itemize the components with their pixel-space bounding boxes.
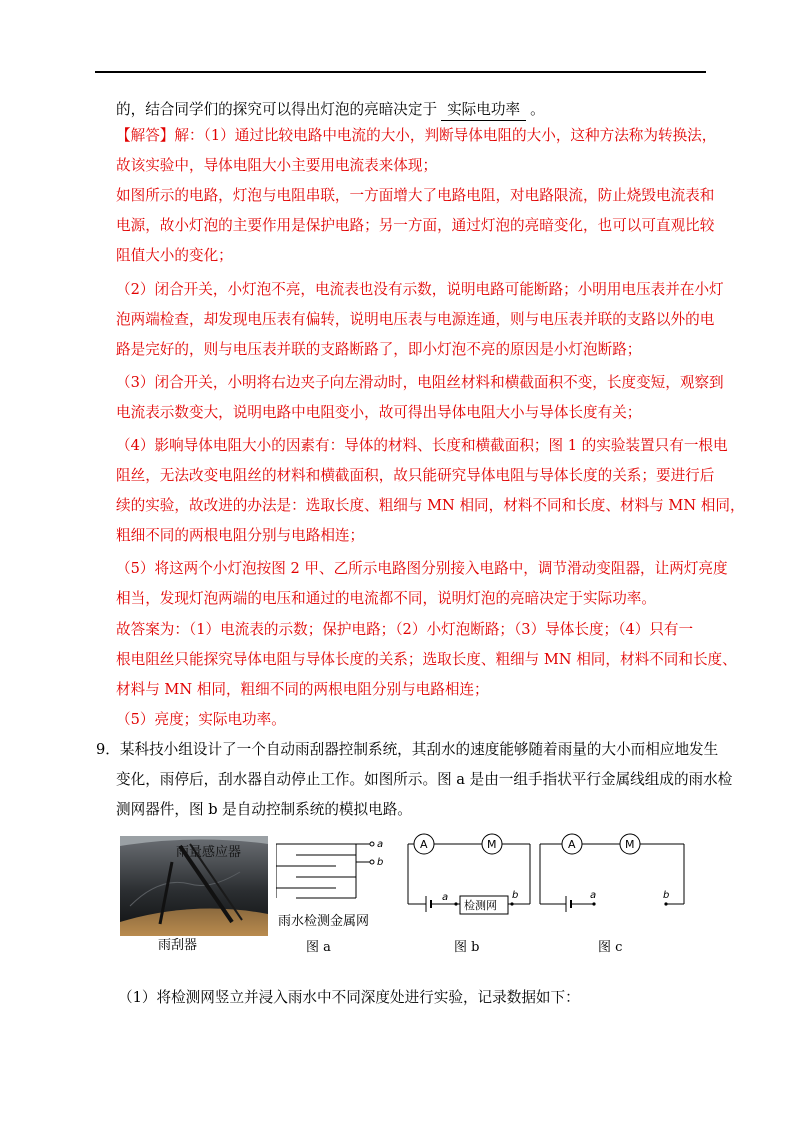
solution-line: 故答案为：（1）电流表的示数；保护电路；（2）小灯泡断路；（3）导体长度；（4）只有一 (116, 621, 694, 638)
motor-label: M (625, 838, 635, 851)
svg-text:b: b (663, 890, 670, 901)
svg-text:a: a (442, 892, 449, 903)
motor-label: M (487, 838, 497, 851)
question-number: 9． (96, 741, 120, 758)
header-rule (95, 71, 706, 73)
solution-line: 如图所示的电路，灯泡与电阻串联，一方面增大了电路电阻，对电路限流，防止烧毁电流表和 (116, 187, 715, 204)
intro-answer-blank: 实际电功率 (441, 100, 526, 121)
sub-question-1: （1）将检测网竖立并浸入雨水中不同深度处进行实验，记录数据如下： (118, 989, 580, 1006)
solution-line: 泡两端检查，却发现电压表有偏转，说明电压表与电源连通，则与电压表并联的支路以外的电 (116, 311, 715, 328)
intro-line (116, 100, 545, 121)
figure-c-caption: 图 c (598, 940, 623, 955)
figure-a-caption: 图 a (306, 940, 331, 955)
solution-line: 阻丝，无法改变电阻丝的材料和横截面积，故只能研究导体电阻与导体长度的关系；要进行后 (116, 467, 715, 484)
solution-line: 故该实验中，导体电阻大小主要用电流表来体现； (116, 157, 438, 174)
solution-line: 相当，发现灯泡两端的电压和通过的电流都不同，说明灯泡的亮暗决定于实际功率。 (116, 590, 656, 607)
solution-text: 解：（1）通过比较电路中电流的大小，判断导体电阻的大小，这种方法称为转换法， (174, 127, 717, 144)
solution-line: 续的实验，故改进的办法是：选取长度、粗细与 MN 相同，材料不同和长度、材料与 MN 相同， (116, 497, 745, 514)
solution-line: （2）闭合开关，小灯泡不亮，电流表也没有示数，说明电路可能断路；小明用电压表并在小灯 (116, 281, 724, 298)
solution-line: （5）亮度；实际电功率。 (116, 711, 286, 728)
solution-line: （3）闭合开关，小明将右边夹子向左滑动时，电阻丝材料和横截面积不变，长度变短，观察到 (116, 374, 724, 391)
figure-c-circuit (536, 830, 690, 930)
solution-line: 根电阻丝只能探究导体电阻与导体长度的关系；选取长度、粗细与 MN 相同，材料不同和长度、 (116, 651, 737, 668)
wiper-label: 雨刮器 (158, 938, 198, 953)
solution-line: 阻值大小的变化； (116, 247, 233, 264)
question-text: 某科技小组设计了一个自动雨刮器控制系统，其刮水的速度能够随着雨量的大小而相应地发生 (119, 741, 719, 758)
intro-prefix: 的，结合同学们的探究可以得出灯泡的亮暗决定于 (116, 101, 438, 118)
solution-line: 电流表示数变大，说明电路中电阻变小，故可得出导体电阻大小与导体长度有关； (116, 404, 642, 421)
question-9-line (96, 740, 718, 760)
svg-text:a: a (590, 890, 597, 901)
question-9-line: 测网器件，图 b 是自动控制系统的模拟电路。 (116, 801, 412, 818)
solution-line (116, 126, 716, 146)
rain-sensor-label: 雨量感应器 (176, 845, 242, 860)
solution-line: （5）将这两个小灯泡按图 2 甲、乙所示电路图分别接入电路中，调节滑动变阻器，让两灯亮度 (116, 560, 728, 577)
solution-line: 路是完好的，则与电压表并联的支路断路了，即小灯泡不亮的原因是小灯泡断路； (116, 341, 642, 358)
ammeter-label: A (568, 838, 576, 851)
terminal-b-label: b (377, 857, 384, 868)
intro-suffix: 。 (530, 101, 545, 118)
detector-box-label: 检测网 (464, 899, 497, 912)
solution-line: 材料与 MN 相同，粗细不同的两根电阻分别与电路相连； (116, 681, 489, 698)
terminal-a-label: a (377, 839, 384, 850)
svg-text:b: b (512, 890, 519, 901)
figure-a-label: 雨水检测金属网 (278, 914, 370, 929)
ammeter-label: A (420, 838, 428, 851)
figure-b-caption: 图 b (454, 940, 480, 955)
solution-line: 粗细不同的两根电阻分别与电路相连； (116, 527, 365, 544)
figure-b-circuit (404, 830, 534, 930)
solution-tag: 【解答】 (116, 127, 175, 144)
solution-line: （4）影响导体电阻大小的因素有：导体的材料、长度和横截面积；图 1 的实验装置只有一根电 (116, 437, 728, 454)
solution-line: 电源，故小灯泡的主要作用是保护电路；另一方面，通过灯泡的亮暗变化，也可以可直观比较 (116, 217, 715, 234)
figure-a-mesh (276, 836, 386, 906)
question-9-line: 变化，雨停后，刮水器自动停止工作。如图所示。图 a 是由一组手指状平行金属线组成的雨水检 (116, 771, 733, 788)
